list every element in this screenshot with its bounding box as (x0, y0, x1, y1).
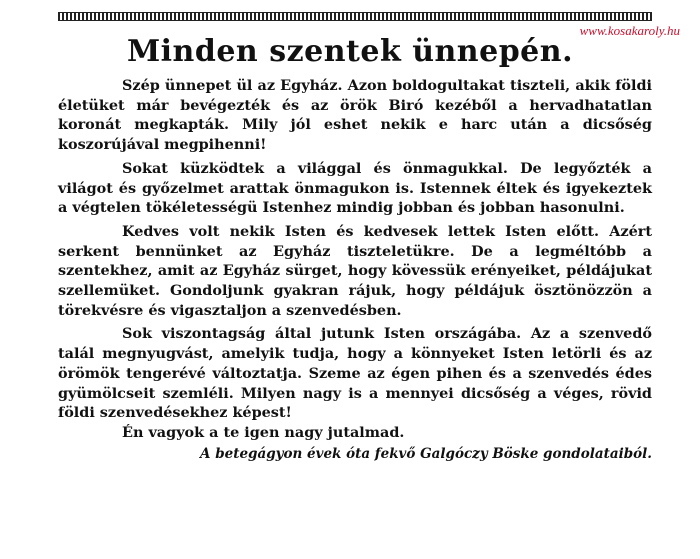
article-title: Minden szentek ünnepén. (126, 34, 574, 69)
article-body (58, 76, 652, 464)
top-decorative-rule (58, 12, 652, 21)
signature-attribution: A betegágyon évek óta fekvő Galgóczy Böske gondolataiból. (200, 445, 652, 462)
paragraph-3: Kedves volt nekik Isten és kedvesek lettek Isten előtt. Azért serkent bennünket az Egyház tiszteletükre. De a legméltóbb a szentekhez, amit az Egyház sürget, hogy kövessük erényeiket, példájukat szellemüket. Gondoljunk gyakran rájuk, hogy példájuk ösztönözzön a törekvésre és vigasztaljon a szenvedésben. (58, 222, 652, 319)
paragraph-4: Sok viszontagság által jutunk Isten országába. Az a szenvedő talál megnyugvást, amelyik tudja, hogy a könnyeket Isten letörli és az örömök tengerévé változtatja. Szeme az égen pihen és a szenvedés édes gyümölcseit szemléli. Milyen nagy is a mennyei dicsőség a véges, rövid földi szenvedésekhez képest! (58, 325, 652, 422)
closing-line: Én vagyok a te igen nagy jutalmad. (122, 423, 405, 441)
paragraph-2: Sokat küzködtek a világgal és önmagukkal. De legyőzték a világot és győzelmet arattak önmagukon is. Istennek éltek és igyekeztek a végtelen tökéletességü Istenhez mindig jobban és jobban hasonulni. (58, 159, 652, 217)
paragraph-1: Szép ünnepet ül az Egyház. Azon boldogultakat tiszteli, akik földi életüket már bevégezték és az örök Biró kezéből a hervadhatatlan koronát megkapták. Mily jól eshet nekik e harc után a dicsőség koszorújával megpihenni! (58, 77, 652, 154)
watermark-url: www.kosakaroly.hu (579, 23, 680, 38)
